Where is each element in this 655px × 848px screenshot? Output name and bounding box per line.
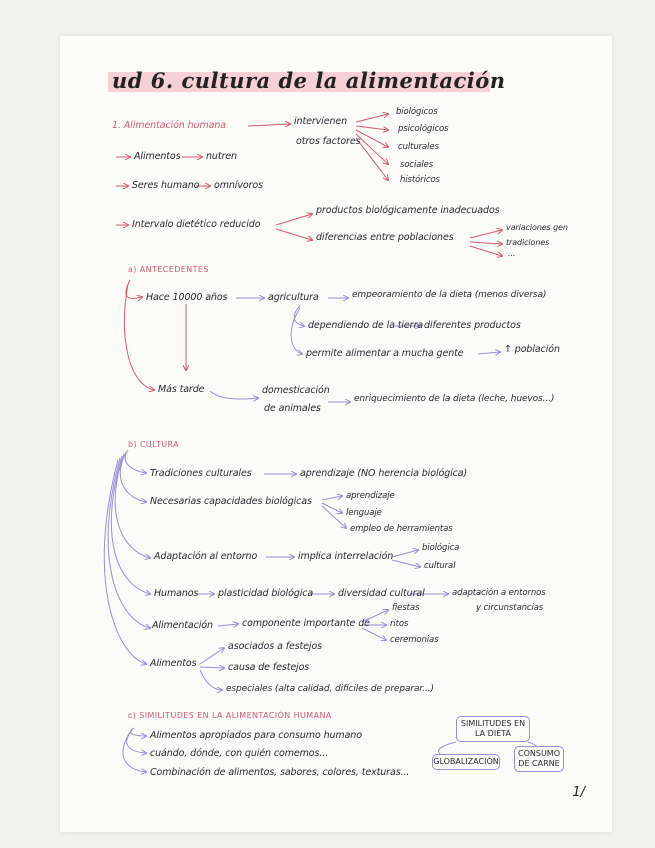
list-item: asociados a festejos — [228, 641, 323, 652]
summary-box: SIMILITUDES EN LA DIETA — [456, 716, 530, 742]
list-item: históricos — [400, 175, 440, 185]
concept-node: nutren — [206, 151, 237, 162]
concept-node: dependiendo de la tierra — [308, 320, 423, 331]
list-item: lenguaje — [346, 508, 382, 518]
list-item: causa de festejos — [228, 662, 310, 673]
list-item: variaciones gen — [506, 223, 568, 232]
concept-node: productos biológicamente inadecuados — [316, 205, 500, 216]
summary-box: CONSUMO DE CARNE — [514, 746, 564, 772]
list-item: ... — [508, 249, 516, 258]
concept-node: Intervalo dietético reducido — [132, 219, 261, 230]
page-title: ud 6. cultura de la alimentación — [112, 68, 506, 93]
concept-node: Tradiciones culturales — [150, 468, 252, 479]
concept-node: diversidad cultural — [338, 588, 425, 599]
section-heading: c) SIMILITUDES EN LA ALIMENTACIÓN HUMANA — [128, 711, 332, 720]
list-item: especiales (alta calidad, difíciles de preparar...) — [226, 684, 434, 694]
concept-node: Hace 10000 años — [146, 292, 228, 303]
concept-node: agricultura — [268, 292, 319, 303]
concept-node: de animales — [264, 403, 321, 414]
concept-node: omnívoros — [214, 180, 263, 191]
concept-node: Más tarde — [158, 384, 205, 395]
list-item: Combinación de alimentos, sabores, colores, texturas... — [150, 767, 410, 778]
list-item: ceremonias — [390, 635, 439, 645]
list-item: culturales — [398, 142, 439, 152]
concept-node: diferencias entre poblaciones — [316, 232, 454, 243]
summary-box: GLOBALIZACIÓN — [432, 754, 500, 770]
list-item: cultural — [424, 561, 456, 571]
list-item: ritos — [390, 619, 409, 629]
concept-node: enriquecimiento de la dieta (leche, huevos...) — [354, 394, 555, 404]
concept-node: Necesarias capacidades biológicas — [150, 496, 312, 507]
concept-node: permite alimentar a mucha gente — [306, 348, 464, 359]
list-item: psicológicos — [398, 124, 449, 134]
list-item: biológica — [422, 543, 460, 553]
concept-node: adaptación a entornos — [452, 588, 546, 598]
concept-node: diferentes productos — [424, 320, 521, 331]
list-item: sociales — [400, 160, 434, 170]
list-item: cuándo, dónde, con quién comemos... — [150, 748, 329, 759]
concept-node: implica interrelación — [298, 551, 394, 562]
concept-node: componente importante de — [242, 618, 370, 629]
concept-node: intervienen — [294, 116, 348, 127]
list-item: tradiciones — [506, 238, 550, 247]
concept-node: domesticación — [262, 385, 330, 396]
concept-node: empeoramiento de la dieta (menos diversa) — [352, 290, 547, 300]
list-item: Alimentos apropiados para consumo humano — [150, 730, 362, 741]
concept-node: Alimentos — [150, 658, 197, 669]
concept-node: otros factores — [296, 136, 361, 147]
list-item: biológicos — [396, 107, 438, 117]
concept-node: Seres humano — [132, 180, 200, 191]
concept-node: Adaptación al entorno — [154, 551, 258, 562]
concept-node: aprendizaje (NO herencia biológica) — [300, 468, 468, 479]
concept-node: y circunstancias — [476, 603, 544, 613]
section-heading: a) ANTECEDENTES — [128, 265, 209, 274]
concept-node: plasticidad biológica — [218, 588, 314, 599]
section-heading: b) CULTURA — [128, 440, 179, 449]
section-heading: 1. Alimentación humana — [112, 120, 227, 131]
concept-node: ↑ población — [504, 344, 560, 355]
list-item: fiestas — [392, 603, 420, 613]
concept-node: Alimentación — [152, 620, 213, 631]
concept-node: Alimentos — [134, 151, 181, 162]
concept-node: Humanos — [154, 588, 199, 599]
list-item: aprendizaje — [346, 491, 395, 501]
list-item: empleo de herramientas — [350, 524, 453, 534]
page-number: 1/ — [572, 785, 585, 800]
